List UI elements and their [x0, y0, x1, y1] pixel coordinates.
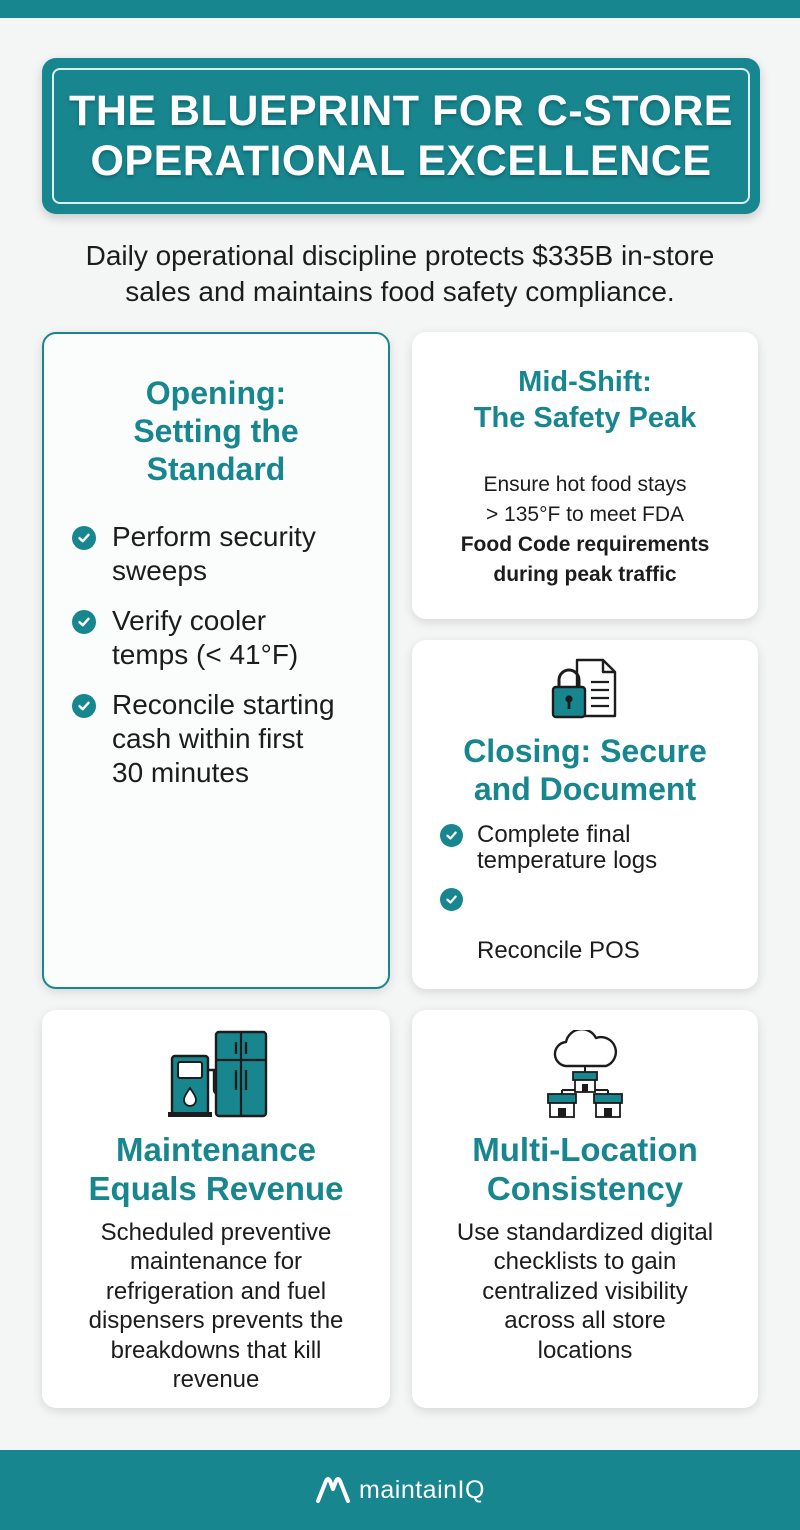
multi-location-text-line: Use standardized digital	[456, 1219, 714, 1246]
brand-name: maintainIQ	[359, 1475, 485, 1504]
list-item-text: Complete final	[477, 821, 631, 848]
list-item-text: sweeps	[112, 555, 207, 586]
multi-location-text-line: checklists to gain	[493, 1248, 677, 1276]
opening-title-line: Standard	[146, 451, 286, 487]
mid-shift-text-line: > 135°F to meet FDA	[485, 503, 685, 526]
mid-shift-title	[412, 364, 758, 436]
list-item-text: Perform security	[112, 521, 316, 552]
list-item-text: temps (< 41°F)	[112, 639, 299, 670]
check-circle-icon	[440, 824, 463, 847]
lock-document-icon	[549, 654, 619, 727]
cloud-stores-icon	[542, 1030, 628, 1125]
list-item-text: Reconcile POS	[477, 937, 640, 964]
mid-shift-title-line: The Safety Peak	[473, 402, 697, 434]
opening-title-line: Setting the	[133, 413, 299, 449]
maintenance-text-line: breakdowns that kill	[110, 1336, 322, 1364]
maintenance-text-line: maintenance for	[129, 1248, 303, 1276]
closing-title	[412, 732, 758, 808]
maintenance-text-line: dispensers prevents the	[88, 1307, 344, 1335]
maintenance-card	[42, 1010, 390, 1408]
multi-location-title-line: Consistency	[486, 1170, 684, 1207]
maintainiq-logo-icon	[315, 1476, 351, 1504]
footer-bar	[0, 1450, 800, 1530]
opening-checklist	[72, 520, 378, 790]
check-circle-icon	[72, 610, 96, 634]
check-circle-icon	[72, 694, 96, 718]
mid-shift-title-line: Mid-Shift:	[518, 366, 652, 398]
mid-shift-text	[412, 470, 758, 590]
title-frame	[52, 68, 750, 204]
check-circle-icon	[72, 526, 96, 550]
top-accent-bar	[0, 0, 800, 18]
maintenance-title-line: Maintenance	[116, 1131, 316, 1168]
maintenance-text	[42, 1218, 390, 1394]
opening-title-line: Opening:	[145, 375, 287, 411]
title-banner	[42, 58, 760, 214]
list-item-text: 30 minutes	[112, 757, 249, 788]
closing-card	[412, 640, 758, 989]
opening-card	[42, 332, 390, 989]
multi-location-title-line: Multi-Location	[472, 1131, 698, 1168]
check-circle-icon	[440, 888, 463, 911]
list-item	[72, 688, 378, 790]
opening-title	[44, 374, 388, 488]
multi-location-title	[412, 1130, 758, 1208]
maintenance-title	[42, 1130, 390, 1208]
multi-location-card	[412, 1010, 758, 1408]
maintenance-text-line: refrigeration and fuel	[105, 1277, 327, 1305]
list-item-text: cash within first	[112, 723, 304, 754]
title-line-1: THE BLUEPRINT FOR C-STORE	[69, 87, 733, 135]
mid-shift-bold-line: during peak traffic	[493, 563, 677, 586]
multi-location-text-line: across all store	[504, 1307, 666, 1335]
closing-title-line: Closing: Secure	[463, 733, 707, 769]
list-item	[72, 520, 378, 588]
fuel-pump-refrigerator-icon	[168, 1030, 268, 1125]
subtitle-line-1: Daily operational discipline protects $335B in-store	[85, 240, 715, 271]
title-line-2: OPERATIONAL EXCELLENCE	[90, 137, 712, 185]
multi-location-text-line: centralized visibility	[482, 1277, 688, 1305]
multi-location-text	[412, 1218, 758, 1365]
list-item-text: temperature logs	[477, 847, 658, 874]
subtitle-line-2: sales and maintains food safety compliance.	[125, 276, 675, 307]
list-item	[440, 822, 750, 874]
mid-shift-card	[412, 332, 758, 619]
maintenance-text-line: revenue	[172, 1366, 260, 1394]
mid-shift-text-line: Ensure hot food stays	[483, 473, 687, 496]
subtitle	[20, 238, 780, 310]
list-item-text: Reconcile starting	[112, 689, 335, 720]
multi-location-text-line: locations	[537, 1336, 633, 1364]
maintenance-title-line: Equals Revenue	[88, 1170, 344, 1207]
maintenance-text-line: Scheduled preventive	[100, 1219, 332, 1246]
mid-shift-bold-line: Food Code requirements	[460, 533, 710, 556]
list-item-text: Verify cooler	[112, 605, 267, 636]
list-item	[72, 604, 378, 672]
closing-title-line: and Document	[473, 771, 697, 807]
